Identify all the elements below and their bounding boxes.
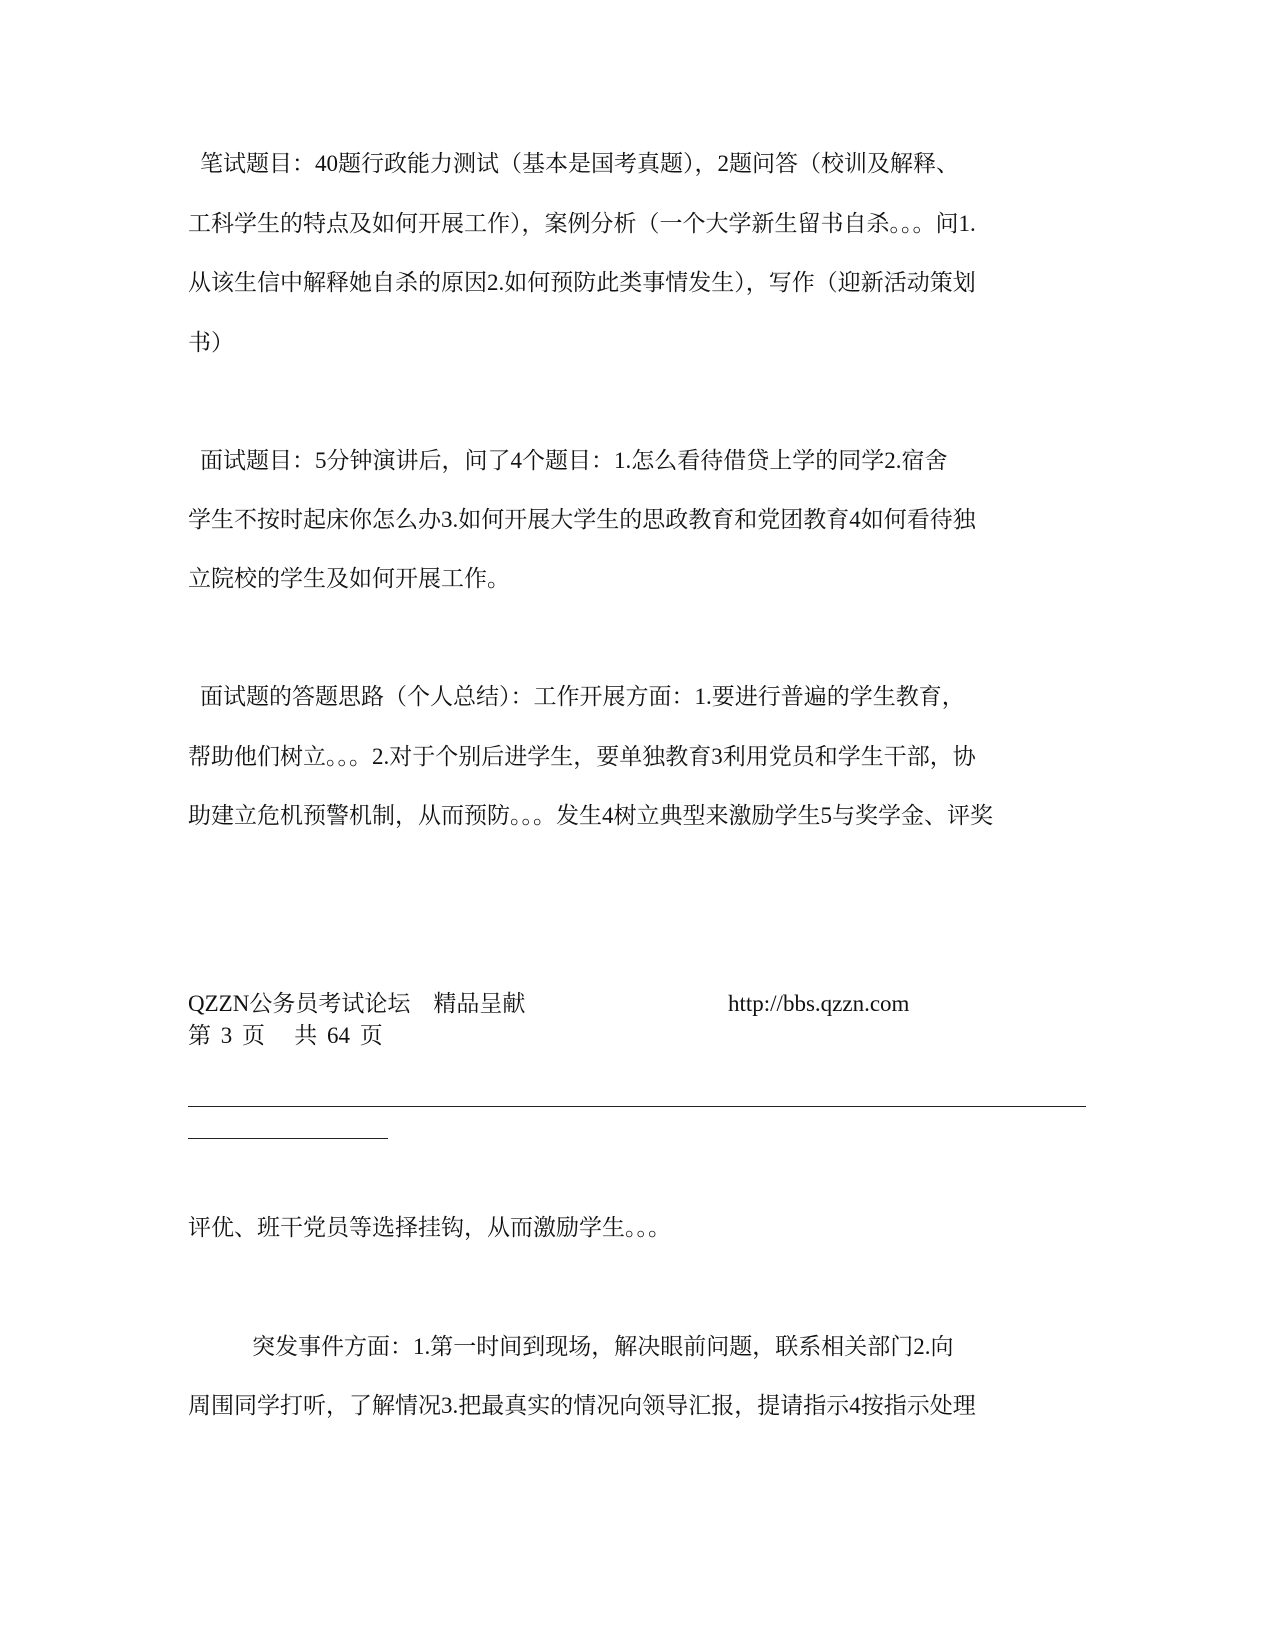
text-line: 面试题目：5分钟演讲后，问了4个题目：1.怎么看待借贷上学的同学2.宿舍 (200, 448, 948, 473)
footer-site-name: QZZN公务员考试论坛 精品呈献 (188, 991, 526, 1016)
text-line: 面试题的答题思路（个人总结）：工作开展方面：1.要进行普遍的学生教育， (200, 684, 965, 709)
text-line: 书） (188, 330, 234, 355)
text-line: 立院校的学生及如何开展工作。 (188, 566, 510, 591)
text-line: 从该生信中解释她自杀的原因2.如何预防此类事情发生），写作（迎新活动策划 (188, 270, 976, 295)
text-line: 工科学生的特点及如何开展工作），案例分析（一个大学新生留书自杀。。。问1. (188, 211, 976, 236)
text-line: 周围同学打听，了解情况3.把最真实的情况向领导汇报，提请指示4按指示处理 (188, 1393, 976, 1418)
text-line: 学生不按时起床你怎么办3.如何开展大学生的思政教育和党团教育4如何看待独 (188, 507, 976, 532)
text-line: 帮助他们树立。。。2.对于个别后进学生，要单独教育3利用党员和学生干部，协 (188, 744, 976, 769)
text-line: 助建立危机预警机制，从而预防。。。发生4树立典型来激励学生5与奖学金、评奖 (188, 803, 993, 828)
page-number: 第 3 页 共 64 页 (188, 1023, 383, 1048)
text-line: 笔试题目：40题行政能力测试（基本是国考真题），2题问答（校训及解释、 (200, 151, 959, 176)
continuation-line: 评优、班干党员等选择挂钩，从而激励学生。。。 (188, 1215, 671, 1240)
footer-divider (188, 1106, 1086, 1107)
text-line: 突发事件方面：1.第一时间到现场，解决眼前问题，联系相关部门2.向 (252, 1334, 954, 1359)
footer-divider-continuation (188, 1138, 388, 1139)
footer-url-link[interactable]: http://bbs.qzzn.com (728, 991, 910, 1016)
